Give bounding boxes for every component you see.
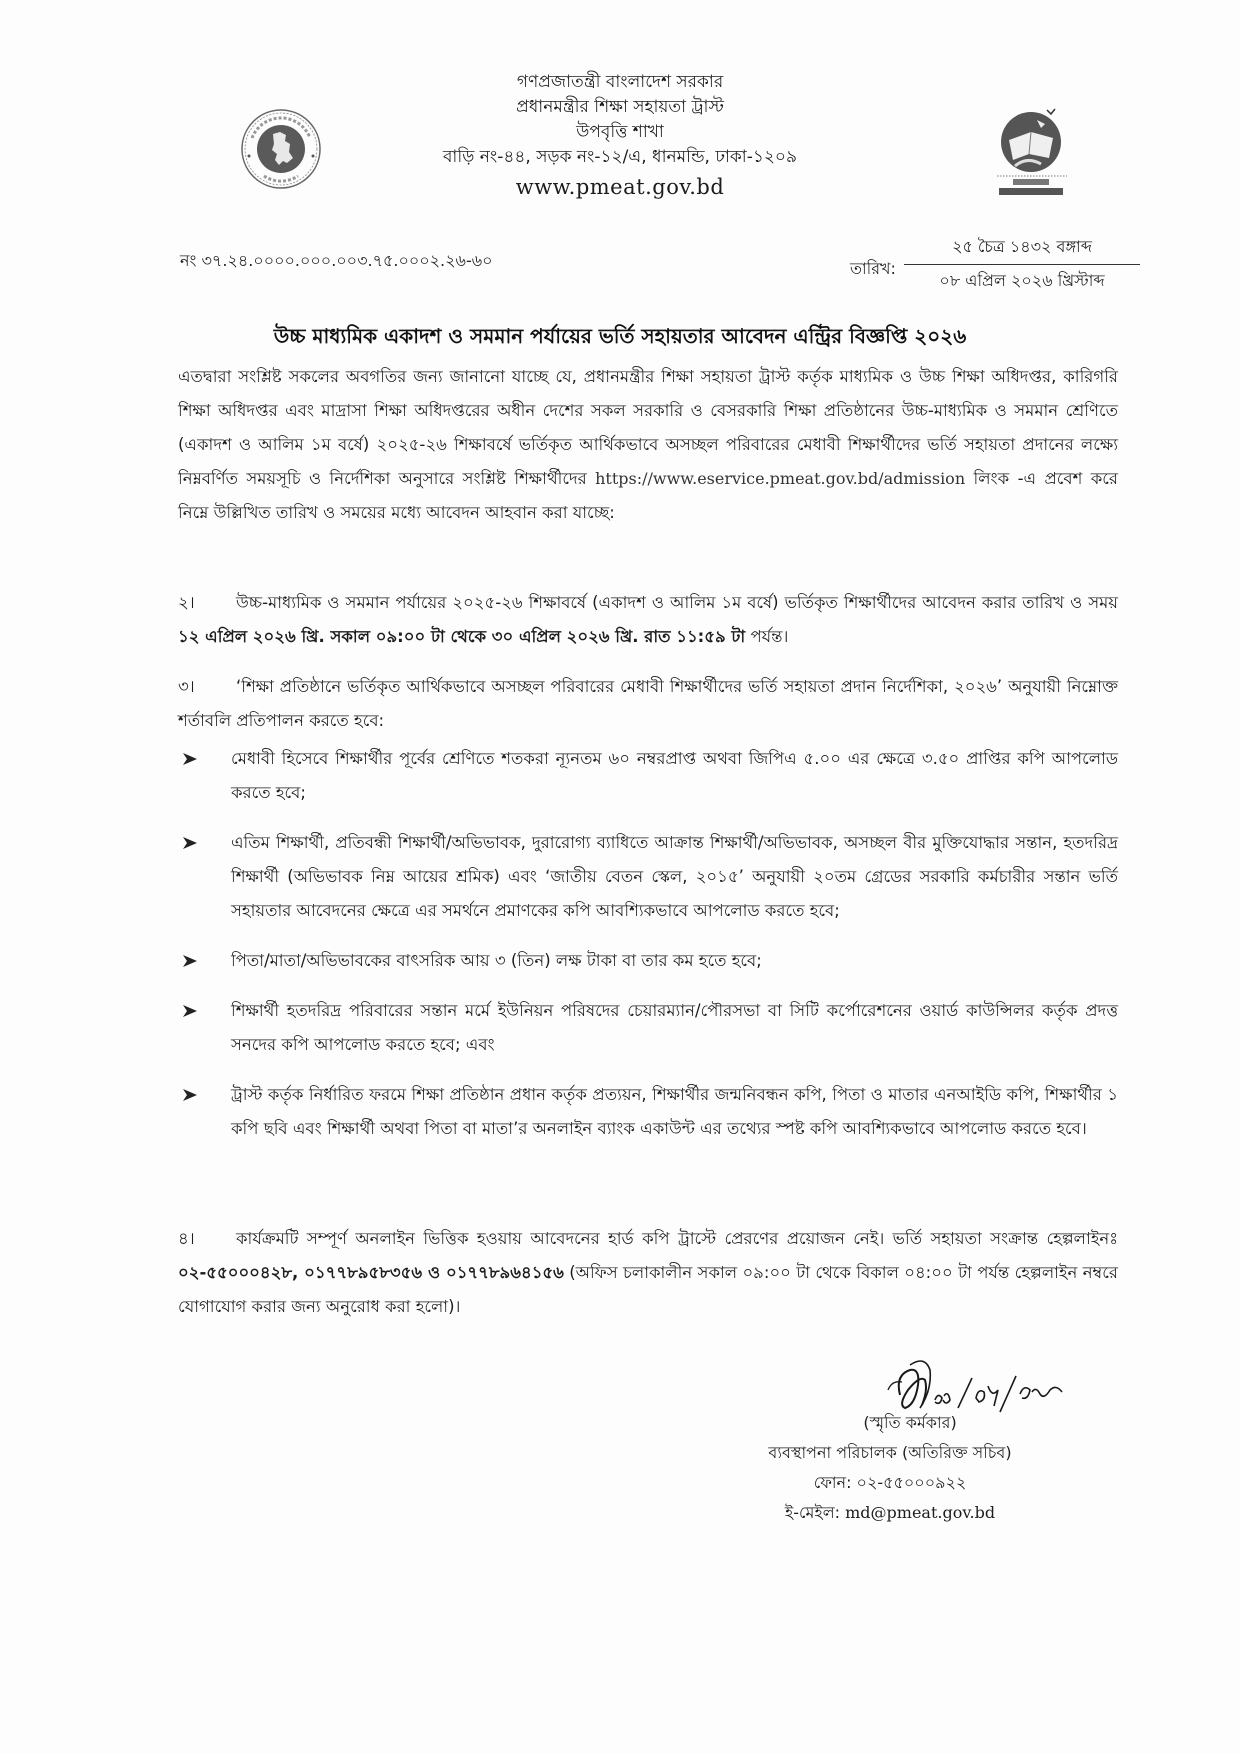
- helpline-numbers: ০২-৫৫০০০৪২৮, ০১৭৭৮৯৫৮৩৫৬ ও ০১৭৭৮৯৬৪১৫৬: [178, 1263, 564, 1282]
- paragraph-number: ৩।: [178, 677, 195, 696]
- office-address: বাড়ি নং-৪৪, সড়ক নং-১২/এ, ধানমন্ডি, ঢাকা-১২০৯: [442, 147, 798, 167]
- email-label: ই-মেইল:: [784, 1503, 841, 1522]
- condition-item: [178, 742, 1118, 810]
- branch-name: উপবৃত্তি শাখা: [576, 122, 664, 142]
- condition-item: [178, 1078, 1118, 1146]
- signatory-name: (স্মৃতি কর্মকার): [863, 1413, 957, 1432]
- intro-text-after-url: লিংক -এ প্রবেশ করে নিম্নে উল্লিখিত তারিখ ও সময়ের মধ্যে আবেদন আহবান করা যাচ্ছে:: [178, 469, 1118, 522]
- paragraph-2-suffix: পর্যন্ত।: [750, 627, 789, 646]
- condition-text: পিতা/মাতা/অভিভাবকের বাৎসরিক আয় ৩ (তিন) লক্ষ টাকা বা তার কম হতে হবে;: [231, 951, 762, 970]
- pmeat-trust-logo-icon: [985, 106, 1077, 198]
- government-name: গণপ্রজাতন্ত্রী বাংলাদেশ সরকার: [516, 72, 724, 92]
- paragraph-4-suffix: (অফিস চলাকালীন সকাল ০৯:০০ টা থেকে বিকাল ০৪:০০ টা পর্যন্ত হেল্পলাইন নম্বরে যোগাযোগ করার জন্য অনুরোধ করা হলো)।: [178, 1263, 1118, 1316]
- paragraph-2: [178, 586, 1118, 654]
- paragraph-3-text: ‘শিক্ষা প্রতিষ্ঠানে ভর্তিকৃত আর্থিকভাবে অসচ্ছল পরিবারের মেধাবী শিক্ষার্থীদের ভর্তি সহায়তা প্রদান নির্দেশিকা, ২০২৬’ অনুযায়ী নিম্নোক্ত শর্তাবলি প্রতিপালন করতে হবে:: [178, 677, 1118, 730]
- paragraph-number: ২।: [178, 593, 195, 612]
- date-fraction: [904, 234, 1140, 295]
- conditions-list: [178, 742, 1118, 1162]
- condition-text: শিক্ষার্থী হতদরিদ্র পরিবারের সন্তান মর্মে ইউনিয়ন পরিষদের চেয়ারম্যান/পৌরসভা বা সিটি কর্পোরেশনের ওয়ার্ড কাউন্সিলর কর্তৃক প্রদত্ত সনদের কপি আপলোড করতে হবে; এবং: [231, 1001, 1118, 1054]
- signatory-block: [670, 1408, 1110, 1528]
- condition-text: এতিম শিক্ষার্থী, প্রতিবন্ধী শিক্ষার্থী/অভিভাবক, দুরারোগ্য ব্যাধিতে আক্রান্ত শিক্ষার্থী/অভিভাবক, অসচ্ছল বীর মুক্তিযোদ্ধার সন্তান, হতদরিদ্র শিক্ষার্থী (অভিভাবক নিম্ন আয়ের শ্রমিক) এবং ‘জাতীয় বেতন স্কেল, ২০১৫’ অনুযায়ী ২০তম গ্রেডের সরকারি কর্মচারীর সন্তান ভর্তি সহায়তার আবেদনের ক্ষেত্রে এর সমর্থনে প্রমাণকের কপি আবশ্যিকভাবে আপলোড করতে হবে;: [231, 833, 1118, 920]
- paragraph-number: ৪।: [178, 1229, 195, 1248]
- arrowhead-bullet-icon: [182, 1088, 198, 1102]
- paragraph-4-text: কার্যক্রমটি সম্পূর্ণ অনলাইন ভিত্তিক হওয়ায় আবেদনের হার্ড কপি ট্রাস্টে প্রেরণের প্রয়োজন নেই। ভর্তি সহায়তা সংক্রান্ত হেল্পলাইনঃ: [236, 1229, 1118, 1248]
- arrowhead-bullet-icon: [182, 1004, 198, 1018]
- paragraph-3: [178, 670, 1118, 738]
- date-label: তারিখ:: [850, 259, 896, 278]
- signatory-email-link[interactable]: md@pmeat.gov.bd: [845, 1503, 996, 1522]
- signatory-designation: ব্যবস্থাপনা পরিচালক (অতিরিক্ত সচিব): [768, 1443, 1012, 1462]
- condition-item: [178, 944, 1118, 978]
- signatory-phone: ফোন: ০২-৫৫০০০৯২২: [813, 1473, 967, 1492]
- trust-name: প্রধানমন্ত্রীর শিক্ষা সহায়তা ট্রাস্ট: [516, 97, 724, 117]
- paragraph-2-text: উচ্চ-মাধ্যমিক ও সমমান পর্যায়ের ২০২৫-২৬ শিক্ষাবর্ষে (একাদশ ও আলিম ১ম বর্ষে) ভর্তিকৃত শিক্ষার্থীদের আবেদন করার তারিখ ও সময়: [236, 593, 1118, 612]
- signatory-email-line: [670, 1498, 1110, 1528]
- condition-text: মেধাবী হিসেবে শিক্ষার্থীর পূর্বের শ্রেণিতে শতকরা ন্যূনতম ৬০ নম্বরপ্রাপ্ত অথবা জিপিএ ৫.০০ এর ক্ষেত্রে ৩.৫০ প্রাপ্তির কপি আপলোড করতে হবে;: [231, 749, 1118, 802]
- arrowhead-bullet-icon: [182, 752, 198, 766]
- website-link[interactable]: www.pmeat.gov.bd: [515, 175, 725, 199]
- paragraph-4: [178, 1222, 1118, 1324]
- intro-paragraph: [178, 360, 1118, 530]
- date-gregorian: ০৮ এপ্রিল ২০২৬ খ্রিস্টাব্দ: [939, 271, 1105, 290]
- arrowhead-bullet-icon: [182, 954, 198, 968]
- condition-item: [178, 994, 1118, 1062]
- admission-url-link[interactable]: https://www.eservice.pmeat.gov.bd/admission: [595, 469, 966, 488]
- notice-title: উচ্চ মাধ্যমিক একাদশ ও সমমান পর্যায়ের ভর্তি সহায়তার আবেদন এন্ট্রির বিজ্ঞপ্তি ২০২৬: [273, 324, 967, 348]
- arrowhead-bullet-icon: [182, 836, 198, 850]
- intro-text: এতদ্বারা সংশ্লিষ্ট সকলের অবগতির জন্য জানানো যাচ্ছে যে, প্রধানমন্ত্রীর শিক্ষা সহায়তা ট্রাস্ট কর্তৃক মাধ্যমিক ও উচ্চ শিক্ষা অধিদপ্তর, কারিগরি শিক্ষা অধিদপ্তর এবং মাদ্রাসা শিক্ষা অধিদপ্তরের অধীন দেশের সকল সরকারি ও বেসরকারি শিক্ষা প্রতিষ্ঠানের উচ্চ-মাধ্যমিক ও সমমান শ্রেণিতে (একাদশ ও আলিম ১ম বর্ষে) ২০২৫-২৬ শিক্ষাবর্ষে ভর্তিকৃত আর্থিকভাবে অসচ্ছল পরিবারের মেধাবী শিক্ষার্থীদের ভর্তি সহায়তা প্রদানের লক্ষ্যে নিম্নবর্ণিত সময়সূচি ও নির্দেশিকা অনুসারে সংশ্লিষ্ট শিক্ষার্থীদের: [178, 367, 1118, 488]
- application-schedule: ১২ এপ্রিল ২০২৬ খ্রি. সকাল ০৯:০০ টা থেকে ৩০ এপ্রিল ২০২৬ খ্রি. রাত ১১:৫৯ টা: [178, 627, 746, 646]
- condition-text: ট্রাস্ট কর্তৃক নির্ধারিত ফরমে শিক্ষা প্রতিষ্ঠান প্রধান কর্তৃক প্রত্যয়ন, শিক্ষার্থীর জন্মনিবন্ধন কপি, পিতা ও মাতার এনআইডি কপি, শিক্ষার্থীর ১ কপি ছবি এবং শিক্ষার্থী অথবা পিতা বা মাতা’র অনলাইন ব্যাংক একাউন্ট এর তথ্যের স্পষ্ট কপি আবশ্যিকভাবে আপলোড করতে হবে।: [231, 1085, 1118, 1138]
- date-bangla: ২৫ চৈত্র ১৪৩২ বঙ্গাব্দ: [904, 234, 1140, 265]
- condition-item: [178, 826, 1118, 928]
- memo-number: নং ৩৭.২৪.০০০০.০০০.০০৩.৭৫.০০০২.২৬-৬০: [180, 251, 493, 270]
